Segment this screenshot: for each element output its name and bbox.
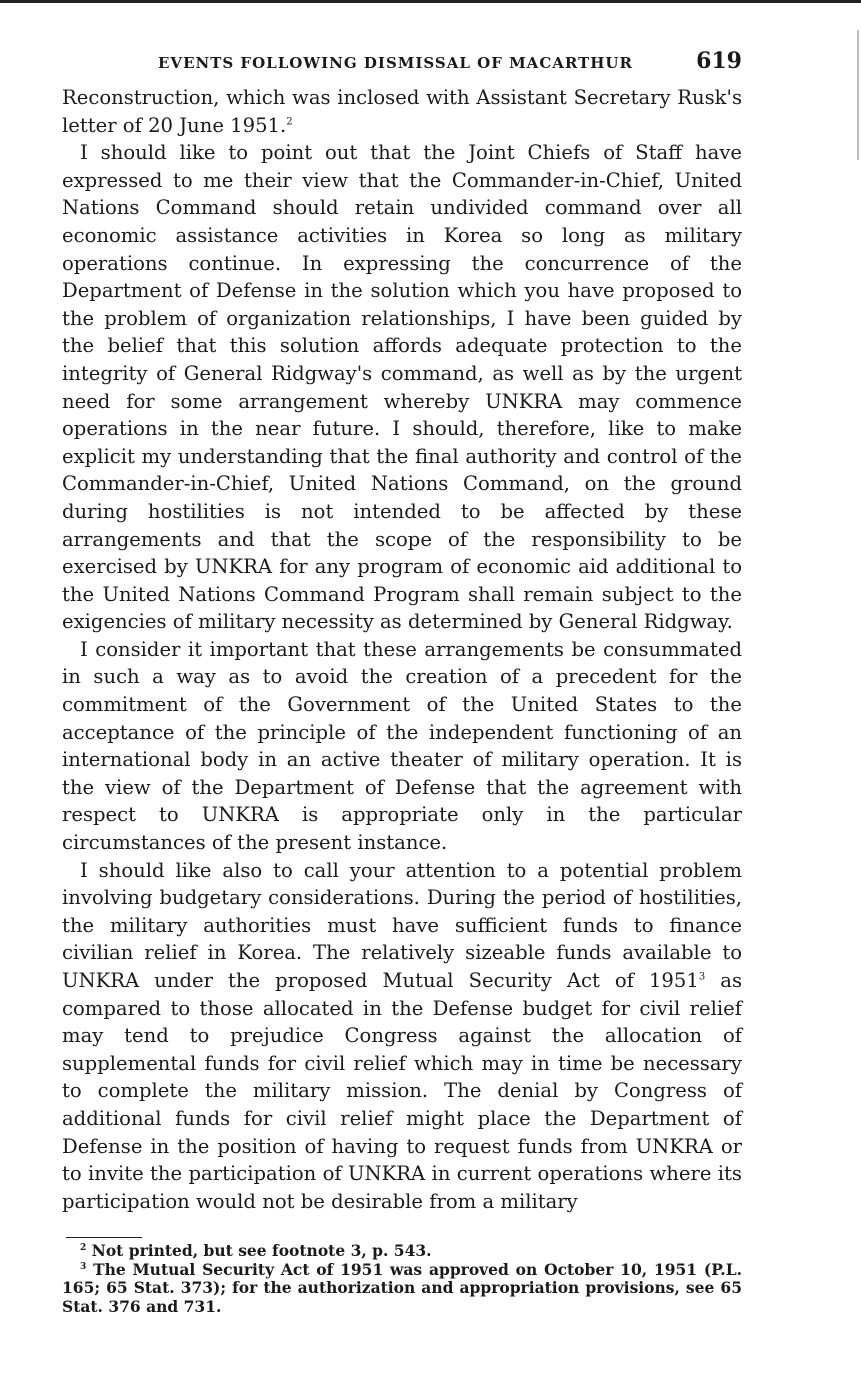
paragraph-1-text: Reconstruction, which was inclosed with Assistant Secretary Rusk's letter of 20 June 1951. <box>62 86 742 137</box>
footnote-ref-3: 3 <box>698 971 706 983</box>
running-head <box>62 44 742 84</box>
page-right-edge <box>857 30 859 160</box>
paragraph-4-text-after: as compared to those allocated in the Defense budget for civil relief may tend to prejudice Congress against the allocation of supplemental funds for civil relief which may in time be necessary to complete the military mission. The denial by Congress of additional funds for civil relief might place the Department of Defense in the position of having to request funds from UNKRA or to invite the participation of UNKRA in current operations where its participation would not be desirable from a military <box>62 969 742 1213</box>
footnote-divider <box>66 1237 142 1238</box>
footnote-3-mark: 3 <box>80 1261 87 1272</box>
paragraph-4 <box>62 857 742 1216</box>
footnote-ref-2: 2 <box>286 116 293 128</box>
footnote-2 <box>62 1242 742 1261</box>
paragraph-4-text-before: I should like also to call your attention to a potential problem involving budgetary considerations. During the period of hostilities, the military authorities must have sufficient funds to finance civilian relief in Korea. The relatively sizeable funds available to UNKRA under the proposed Mutual Security Act of 1951 <box>62 858 742 992</box>
footnote-2-mark: 2 <box>80 1243 87 1254</box>
footnote-3-text: The Mutual Security Act of 1951 was approved on October 10, 1951 (P.L. 165; 65 Stat. 373); for the authorization and appropriation provisions, see 65 Stat. 376 and 731. <box>62 1259 742 1316</box>
footnote-3 <box>62 1261 742 1317</box>
document-page <box>62 44 742 1316</box>
footnotes <box>62 1242 742 1316</box>
paragraph-1 <box>62 84 742 139</box>
running-title: EVENTS FOLLOWING DISMISSAL OF MACARTHUR <box>158 54 633 72</box>
body-text <box>62 84 742 1215</box>
footnote-2-text: Not printed, but see footnote 3, p. 543. <box>91 1241 432 1261</box>
paragraph-2: I should like to point out that the Joint Chiefs of Staff have expressed to me their view that the Commander-in-Chief, United Nations Command should retain undivided command over all economic assistance activities in Korea so long as military operations continue. In expressing the concurrence of the Department of Defense in the solution which you have proposed to the problem of organization relationships, I have been guided by the belief that this solution affords adequate protection to the integrity of General Ridgway's command, as well as by the urgent need for some arrangement whereby UNKRA may commence operations in the near future. I should, therefore, like to make explicit my understanding that the final authority and control of the Commander-in-Chief, United Nations Command, on the ground during hostilities is not intended to be affected by these arrangements and that the scope of the responsibility to be exercised by UNKRA for any program of economic aid additional to the United Nations Command Program shall remain subject to the exigencies of military necessity as determined by General Ridgway. <box>62 141 742 634</box>
page-top-edge <box>0 0 861 3</box>
paragraph-3: I consider it important that these arrangements be consummated in such a way as to avoid the creation of a precedent for the commitment of the Government of the United States to the acceptance of the principle of the independent functioning of an international body in an active theater of military operation. It is the view of the Department of Defense that the agreement with respect to UNKRA is appropriate only in the particular circumstances of the present instance. <box>62 637 742 855</box>
page-number: 619 <box>696 48 742 74</box>
